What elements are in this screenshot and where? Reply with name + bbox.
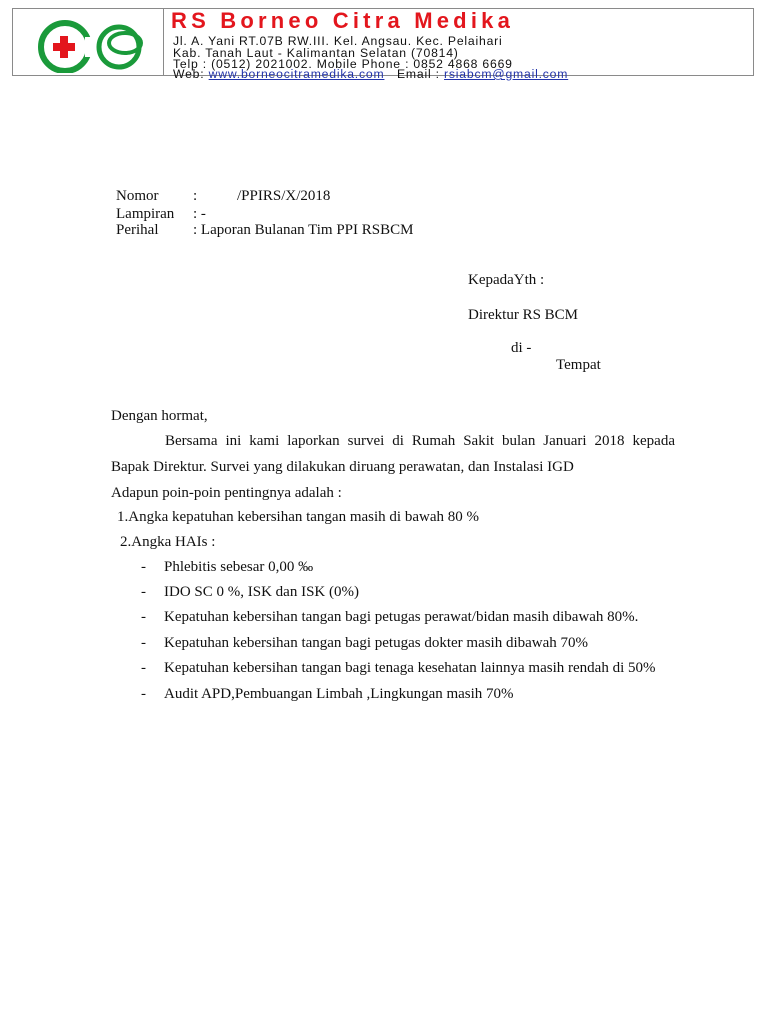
bullet-item: Kepatuhan kebersihan tangan bagi tenaga kesehatan lainnya masih rendah di 50%: [164, 660, 656, 676]
nomor-label: Nomor: [116, 188, 159, 204]
bullet-item: Kepatuhan kebersihan tangan bagi petugas dokter masih dibawah 70%: [164, 635, 589, 651]
web-email-line: [173, 68, 568, 80]
email-label: Email :: [396, 67, 440, 81]
bullet-dash: -: [141, 686, 146, 702]
bullet-item: Audit APD,Pembuangan Limbah ,Lingkungan masih 70%: [164, 686, 514, 702]
phone-line: Telp : (0512) 2021002. Mobile Phone : 0852 4868 6669: [173, 57, 513, 71]
bullet-dash: -: [141, 635, 146, 651]
recipient-di: di -: [511, 340, 532, 356]
letterhead: [12, 8, 754, 81]
letterhead-divider: [163, 9, 164, 75]
recipient-tempat: Tempat: [556, 357, 601, 373]
hospital-logo-icon: [27, 13, 157, 73]
lampiran-value: : -: [193, 206, 206, 222]
bullet-item: Kepatuhan kebersihan tangan bagi petugas perawat/bidan masih dibawah 80%.: [164, 609, 639, 625]
bullet-dash: -: [141, 559, 146, 575]
point-2: 2.Angka HAIs :: [120, 534, 216, 550]
email-link[interactable]: rsiabcm@gmail.com: [444, 67, 569, 81]
bullet-dash: -: [141, 660, 146, 676]
lampiran-label: Lampiran: [116, 206, 175, 222]
bullet-item: Phlebitis sebesar 0,00 ‰: [164, 559, 314, 575]
bullet-dash: -: [141, 584, 146, 600]
recipient-kepada: KepadaYth :: [468, 272, 545, 288]
point-1: 1.Angka kepatuhan kebersihan tangan masih di bawah 80 %: [117, 509, 479, 525]
paragraph-line-1: Bersama ini kami laporkan survei di Rumah Sakit bulan Januari 2018 kepada: [165, 433, 675, 449]
web-label: Web:: [173, 67, 205, 81]
paragraph-line-2: Bapak Direktur. Survei yang dilakukan diruang perawatan, dan Instalasi IGD: [111, 459, 574, 475]
address-line-1: Jl. A. Yani RT.07B RW.III. Kel. Angsau. Kec. Pelaihari: [173, 34, 503, 48]
hospital-name: RS Borneo Citra Medika: [171, 8, 515, 33]
greeting: Dengan hormat,: [111, 408, 208, 424]
intro-line: Adapun poin-poin pentingnya adalah :: [111, 485, 342, 501]
nomor-colon: :: [193, 188, 198, 204]
perihal-value: : Laporan Bulanan Tim PPI RSBCM: [193, 222, 414, 238]
bullet-dash: -: [141, 609, 146, 625]
bullet-item: IDO SC 0 %, ISK dan ISK (0%): [164, 584, 359, 600]
recipient-direktur: Direktur RS BCM: [468, 307, 579, 323]
website-link[interactable]: www.borneocitramedika.com: [208, 67, 385, 81]
address-line-2: Kab. Tanah Laut - Kalimantan Selatan (70814): [173, 46, 459, 60]
nomor-value: /PPIRS/X/2018: [237, 188, 331, 204]
perihal-label: Perihal: [116, 222, 159, 238]
